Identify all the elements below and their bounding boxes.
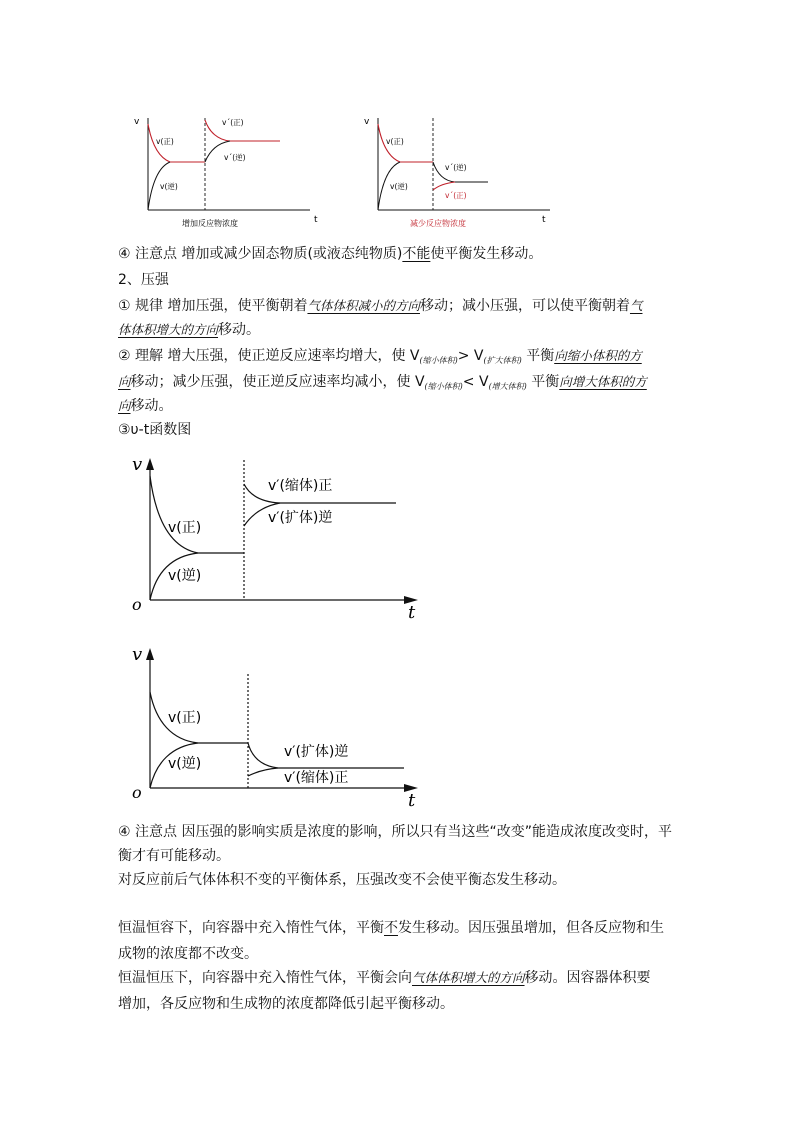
label-v2-ni: v´(逆) — [445, 163, 467, 172]
label-v-ni: v(逆) — [160, 182, 178, 191]
label-v2-a: v′(缩体)正 — [268, 478, 333, 494]
note-pressure-line-2: 衡才有可能移动。 — [118, 848, 230, 864]
label-v2-b: v′(扩体)逆 — [268, 510, 333, 526]
vt-graph-decrease-pressure — [128, 642, 448, 812]
vt-graph-title: ③υ-t函数图 — [118, 422, 192, 438]
origin-label: o — [132, 595, 142, 614]
rule-line-1: ① 规律 增加压强，使平衡朝着气体体积减小的方向移动；减小压强，可以使平衡朝着气 — [118, 298, 643, 314]
constant-volume-line-1: 恒温恒容下，向容器中充入惰性气体，平衡不发生移动。因压强虽增加，但各反应物和生 — [118, 920, 664, 936]
label-v-ni: v(逆) — [168, 756, 202, 772]
curve-v2-zheng — [248, 768, 278, 776]
vt-graph-increase-pressure — [128, 452, 448, 622]
label-v2-ni: v´(逆) — [224, 153, 246, 162]
understand-line-3: 向移动。 — [118, 398, 173, 414]
note-pressure-line-3: 对反应前后气体体积不变的平衡体系，压强改变不会使平衡态发生移动。 — [118, 872, 566, 888]
label-v-zheng: v(正) — [386, 137, 404, 146]
v-axis-label: v — [134, 117, 140, 127]
v-axis-label: v — [364, 117, 370, 127]
label-v2-zheng: v´(正) — [222, 118, 244, 127]
origin-label: o — [132, 783, 142, 802]
note-pressure-line-1: ④ 注意点 因压强的影响实质是浓度的影响，所以只有当这些“改变”能造成浓度改变时，平 — [118, 824, 672, 840]
note-solid-liquid: ④ 注意点 增加或减少固态物质(或液态纯物质)不能使平衡发生移动。 — [118, 246, 543, 262]
label-v2-zheng: v´(正) — [445, 191, 467, 200]
t-axis-label: t — [314, 215, 318, 225]
constant-pressure-line-1: 恒温恒压下，向容器中充入惰性气体，平衡会向气体体积增大的方向移动。因容器体积要 — [118, 970, 651, 986]
y-axis-arrow — [146, 648, 154, 660]
constant-pressure-line-2: 增加，各反应物和生成物的浓度都降低引起平衡移动。 — [118, 996, 454, 1012]
label-v2-b: v′(缩体)正 — [284, 770, 349, 786]
curve-v2-zheng — [433, 182, 455, 190]
caption: 减少反应物浓度 — [410, 219, 466, 228]
small-graph-decrease-reactant — [360, 110, 550, 235]
t-axis-label: t — [542, 215, 546, 225]
curve-v-zheng — [150, 476, 244, 553]
rule-line-2: 体体积增大的方向移动。 — [118, 322, 261, 338]
small-graph-increase-reactant — [130, 110, 318, 235]
label-v-ni: v(逆) — [390, 182, 408, 191]
label-v-zheng: v(正) — [168, 710, 202, 726]
label-v-zheng: v(正) — [156, 137, 174, 146]
understand-line-2: 向移动；减少压强，使正逆反应速率均减小，使 $V_{(缩小体积)}< V_{(增大体积)}$ 平衡向增大体积的方 — [118, 374, 647, 391]
t-axis-label: t — [408, 602, 416, 623]
constant-volume-line-2: 成物的浓度都不改变。 — [118, 946, 258, 962]
label-v-zheng: v(正) — [168, 520, 202, 536]
v-axis-label: v — [132, 644, 143, 665]
label-v-ni: v(逆) — [168, 568, 202, 584]
caption: 增加反应物浓度 — [182, 219, 238, 228]
label-v2-a: v′(扩体)逆 — [284, 744, 349, 760]
v-axis-label: v — [132, 454, 143, 475]
understand-line-1: ② 理解 增大压强，使正逆反应速率均增大，使 $V_{(缩小体积)}> V_{(扩大体积)}$ 平衡向缩小体积的方 — [118, 348, 642, 365]
t-axis-label: t — [408, 790, 416, 811]
section-pressure-heading: 2、压强 — [118, 272, 169, 288]
y-axis-arrow — [146, 458, 154, 470]
